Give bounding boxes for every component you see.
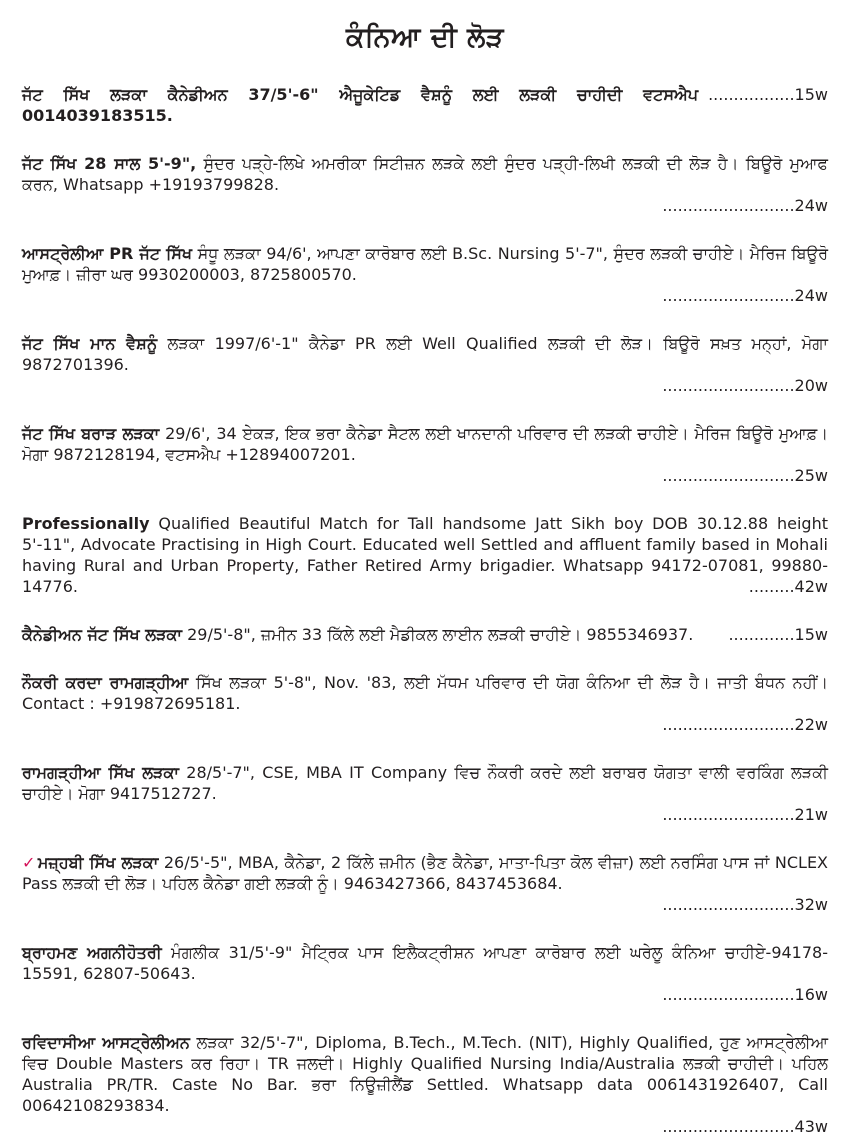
- ad-code: ..........................21w: [662, 805, 828, 824]
- ad-code: ..........................25w: [662, 466, 828, 485]
- classified-ad: [22, 762, 828, 825]
- ad-lead: ਨੌਕਰੀ ਕਰਦਾ ਰਾਮਗੜ੍ਹੀਆ: [22, 673, 189, 692]
- ad-lead: ਆਸਟ੍ਰੇਲੀਆ PR ਜੱਟ ਸਿੱਖ: [22, 244, 193, 263]
- classified-ad: [22, 423, 828, 486]
- ad-body: 26/5'-5", MBA, ਕੈਨੇਡਾ, 2 ਕਿੱਲੇ ਜ਼ਮੀਨ (ਭੈਣ ਕੈਨੇਡਾ, ਮਾਤਾ-ਪਿਤਾ ਕੋਲ ਵੀਜ਼ਾ) ਲਈ ਨਰਸਿੰਗ ਪਾਸ ਜਾਂ NCLEX Pass ਲੜਕੀ ਦੀ ਲੋੜ। ਪਹਿਲ ਕੈਨੇਡਾ ਗਈ ਲੜਕੀ ਨੂੰ। 9463427366, 8437453684.: [22, 853, 829, 893]
- ad-code: ..........................24w: [662, 286, 828, 305]
- ad-body: ਸਿੱਖ ਲੜਕਾ 5'-8", Nov. '83, ਲਈ ਮੱਧਮ ਪਰਿਵਾਰ ਦੀ ਯੋਗ ਕੰਨਿਆ ਦੀ ਲੋੜ ਹੈ। ਜਾਤੀ ਬੰਧਨ ਨਹੀਂ। Contact : +919872695181.: [22, 673, 828, 713]
- ad-lead: ਰਵਿਦਾਸੀਆ ਆਸਟ੍ਰੇਲੀਅਨ: [22, 1033, 190, 1052]
- ad-lead: ਬ੍ਰਾਹਮਣ ਅਗਨੀਹੋਤਰੀ: [22, 943, 162, 962]
- classified-ad: [22, 942, 828, 1005]
- classified-ad: [22, 243, 828, 306]
- ad-code: ..........................20w: [662, 376, 828, 395]
- classified-ad: [22, 84, 828, 126]
- classified-ad: [22, 333, 828, 396]
- ad-code: .............15w: [728, 625, 828, 644]
- classified-ad: [22, 513, 828, 597]
- ad-code: .................15w: [708, 85, 828, 104]
- page-title: ਕੰਨਿਆ ਦੀ ਲੋੜ: [345, 22, 505, 53]
- ad-code: ..........................24w: [662, 196, 828, 215]
- ad-lead: ਕੈਨੇਡੀਅਨ ਜੱਟ ਸਿੱਖ ਲੜਕਾ: [22, 625, 183, 644]
- ad-lead: Professionally: [22, 514, 150, 533]
- ad-lead: ਜੱਟ ਸਿੱਖ ਲੜਕਾ ਕੈਨੇਡੀਅਨ 37/5'-6" ਐਜੂਕੇਟਿਡ ਵੈਸ਼ਨੂੰ ਲਈ ਲੜਕੀ ਚਾਹੀਦੀ ਵਟਸਐਪ 0014039183515.: [22, 85, 699, 125]
- classified-ad: [22, 852, 828, 915]
- classified-ad: [22, 1032, 828, 1137]
- ad-lead: ਜੱਟ ਸਿੱਖ ਮਾਨ ਵੈਸ਼ਨੂੰ: [22, 334, 158, 353]
- ad-body: ਸੰਧੂ ਲੜਕਾ 94/6', ਆਪਣਾ ਕਾਰੋਬਾਰ ਲਈ B.Sc. Nursing 5'-7", ਸੁੰਦਰ ਲੜਕੀ ਚਾਹੀਏ। ਮੈਰਿਜ ਬਿਊਰੋ ਮੁਆਫ਼। ਜ਼ੀਰਾ ਘਰ 9930200003, 8725800570.: [22, 244, 828, 284]
- ad-body: ਸੁੰਦਰ ਪੜ੍ਹੇ-ਲਿਖੇ ਅਮਰੀਕਾ ਸਿਟੀਜ਼ਨ ਲੜਕੇ ਲਈ ਸੁੰਦਰ ਪੜ੍ਹੀ-ਲਿਖੀ ਲੜਕੀ ਦੀ ਲੋੜ ਹੈ। ਬਿਊਰੋ ਮੁਆਫ ਕਰਨ, Whatsapp +19193799828.: [22, 154, 828, 194]
- classified-ad: [22, 153, 828, 216]
- ad-code: ..........................32w: [662, 895, 828, 914]
- ad-body: 29/5'-8", ਜ਼ਮੀਨ 33 ਕਿੱਲੇ ਲਈ ਮੈਡੀਕਲ ਲਾਈਨ ਲੜਕੀ ਚਾਹੀਏ। 9855346937.: [182, 625, 694, 644]
- ad-code: .........42w: [748, 577, 828, 596]
- ad-code: ..........................22w: [662, 715, 828, 734]
- ad-body: 29/6', 34 ਏਕੜ, ਇਕ ਭਰਾ ਕੈਨੇਡਾ ਸੈਟਲ ਲਈ ਖਾਨਦਾਨੀ ਪਰਿਵਾਰ ਦੀ ਲੜਕੀ ਚਾਹੀਏ। ਮੈਰਿਜ ਬਿਊਰੋ ਮੁਆਫ਼। ਮੋਗਾ 9872128194, ਵਟਸਐਪ +12894007201.: [22, 424, 828, 464]
- ad-code: ..........................16w: [662, 985, 828, 1004]
- checkmark-icon: ✓: [22, 853, 36, 872]
- ad-lead: ਰਾਮਗੜ੍ਹੀਆ ਸਿੱਖ ਲੜਕਾ: [22, 763, 179, 782]
- ad-body: ਮੰਗਲੀਕ 31/5'-9" ਮੈਟ੍ਰਿਕ ਪਾਸ ਇਲੈਕਟ੍ਰੀਸ਼ਨ ਆਪਣਾ ਕਾਰੋਬਾਰ ਲਈ ਘਰੇਲੂ ਕੰਨਿਆ ਚਾਹੀਏ-94178-15591, 62807-50643.: [22, 943, 828, 983]
- ad-body: 28/5'-7", CSE, MBA IT Company ਵਿਚ ਨੌਕਰੀ ਕਰਦੇ ਲਈ ਬਰਾਬਰ ਯੋਗਤਾ ਵਾਲੀ ਵਰਕਿੰਗ ਲੜਕੀ ਚਾਹੀਏ। ਮੋਗਾ 9417512727.: [22, 763, 828, 803]
- ad-body: Qualified Beautiful Match for Tall handsome Jatt Sikh boy DOB 30.12.88 height 5'-11", Advocate Practising in High Court. Educated well Settled and affluent family based in Mohali having Rural and Urban Property, Father Retired Army brigadier. Whatsapp 94172-07081, 99880-14776.: [22, 514, 828, 596]
- ad-code: ..........................43w: [662, 1117, 828, 1136]
- ad-lead: ਜੱਟ ਸਿੱਖ ਬਰਾੜ ਲੜਕਾ: [22, 424, 160, 443]
- ad-lead: ਜੱਟ ਸਿੱਖ 28 ਸਾਲ 5'-9",: [22, 154, 197, 173]
- classified-ad: [22, 624, 828, 645]
- ad-body: ਲੜਕਾ 32/5'-7", Diploma, B.Tech., M.Tech. (NIT), Highly Qualified, ਹੁਣ ਆਸਟ੍ਰੇਲੀਆ ਵਿਚ Double Masters ਕਰ ਰਿਹਾ। TR ਜਲਦੀ। Highly Qualified Nursing India/Australia ਲੜਕੀ ਚਾਹੀਦੀ। ਪਹਿਲ Australia PR/TR. Caste No Bar. ਭਰਾ ਨਿਊਜ਼ੀਲੈਂਡ Settled. Whatsapp data 0061431926407, Call 00642108293834.: [22, 1033, 829, 1115]
- classified-ad: [22, 672, 828, 735]
- ad-lead: ਮਜ਼੍ਹਬੀ ਸਿੱਖ ਲੜਕਾ: [37, 853, 159, 872]
- ad-body: ਲੜਕਾ 1997/6'-1" ਕੈਨੇਡਾ PR ਲਈ Well Qualified ਲੜਕੀ ਦੀ ਲੋੜ। ਬਿਊਰੋ ਸਖ਼ਤ ਮਨ੍ਹਾਂ, ਮੋਗਾ 9872701396.: [22, 334, 829, 374]
